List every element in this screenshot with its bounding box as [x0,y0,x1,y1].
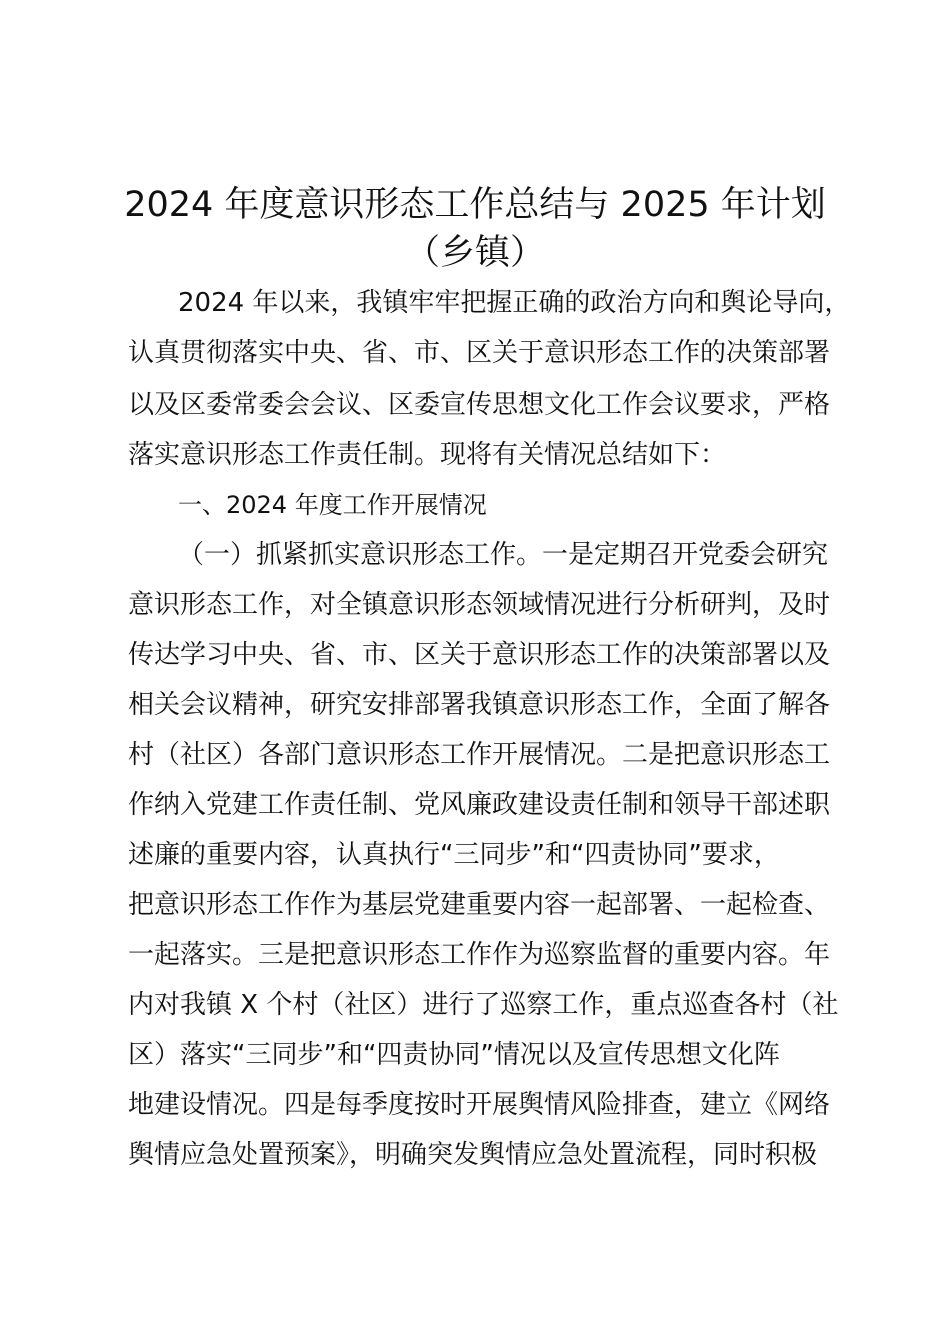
document-title-line-1: 2024 年度意识形态工作总结与 2025 年计划 [124,185,826,225]
paragraph-3-line-1: （一）抓紧抓实意识形态工作。一是定期召开党委会研究 [178,540,829,570]
paragraph-3-line-8: 把意识形态工作作为基层党建重要内容一起部署、一起检查、 [128,890,831,920]
document-title-line-2: （乡镇） [404,233,545,273]
paragraph-1-line-1: 2024 年以来，我镇牢牢把握正确的政治方向和舆论导向， [178,288,851,318]
paragraph-3-line-9: 一起落实。三是把意识形态工作作为巡察监督的重要内容。年 [128,940,831,970]
paragraph-1-line-2: 认真贯彻落实中央、省、市、区关于意识形态工作的决策部署 [128,338,831,368]
paragraph-1-line-3: 以及区委常委会会议、区委宣传思想文化工作会议要求，严格 [128,390,831,420]
section-heading: 一、2024 年度工作开展情况 [178,491,487,519]
paragraph-3-line-12: 地建设情况。四是每季度按时开展舆情风险排查，建立《网络 [128,1090,831,1120]
paragraph-3-line-2: 意识形态工作，对全镇意识形态领域情况进行分析研判，及时 [128,590,831,620]
paragraph-3-line-5: 村（社区）各部门意识形态工作开展情况。二是把意识形态工 [128,740,831,770]
paragraph-3-line-13: 舆情应急处置预案》，明确突发舆情应急处置流程，同时积极 [128,1140,818,1170]
paragraph-3-line-3: 传达学习中央、省、市、区关于意识形态工作的决策部署以及 [128,640,831,670]
paragraph-3-line-11: 区）落实“三同步”和“四责协同”情况以及宣传思想文化阵 [128,1040,780,1070]
paragraph-3-line-10: 内对我镇 X 个村（社区）进行了巡察工作，重点巡查各村（社 [128,990,839,1020]
paragraph-3-line-4: 相关会议精神，研究安排部署我镇意识形态工作，全面了解各 [128,690,831,720]
paragraph-3-line-6: 作纳入党建工作责任制、党风廉政建设责任制和领导干部述职 [128,790,831,820]
paragraph-3-line-7: 述廉的重要内容，认真执行“三同步”和“四责协同”要求， [128,840,780,870]
paragraph-1-line-4: 落实意识形态工作责任制。现将有关情况总结如下： [128,440,727,470]
